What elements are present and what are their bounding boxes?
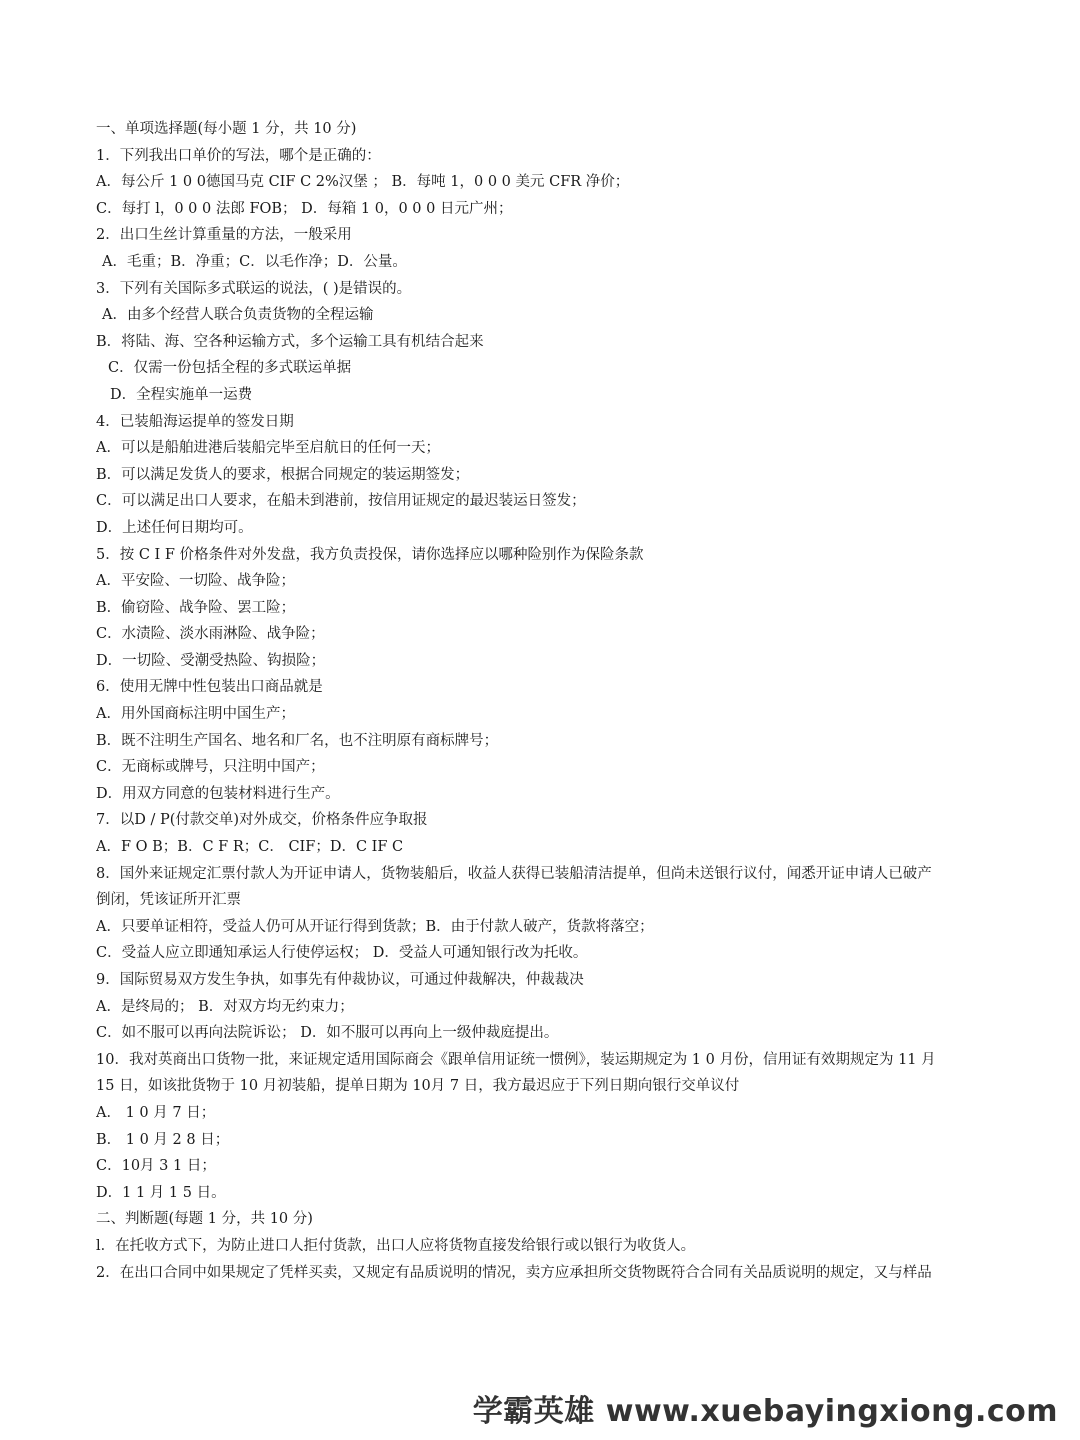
question-10: 10．我对英商出口货物一批，来证规定适用国际商会《跟单信用证统一惯例》，装运期规定为 1 0 月份，信用证有效期规定为 11 月	[96, 1051, 936, 1068]
tf-question-1: l．在托收方式下，为防止进口人拒付货款，出口人应将货物直接发给银行或以银行为收货人。	[96, 1237, 696, 1254]
question-5-option-d: D．一切险、受潮受热险、钩损险；	[96, 652, 326, 669]
question-10-option-a: A． 1 0 月 7 日；	[96, 1104, 216, 1121]
section-heading-single-choice: 一、单项选择题(每小题 1 分，共 10 分)	[96, 121, 357, 137]
question-3-option-c: C．仅需一份包括全程的多式联运单据	[108, 360, 352, 377]
question-1-options-ab: A．每公斤 1 0 0德国马克 CIF C 2%汉堡 ； B．每吨 1，0 0 0 美元 CFR 净价；	[96, 174, 630, 191]
question-2-options: A．毛重；B．净重；C．以毛作净；D．公量。	[102, 253, 407, 270]
question-10-option-c: C．10月 3 1 日；	[96, 1158, 216, 1175]
question-10-option-b: B． 1 0 月 2 8 日；	[96, 1131, 230, 1148]
question-8-continued: 倒闭，凭该证所开汇票	[96, 892, 241, 909]
question-3-option-a: A．由多个经营人联合负责货物的全程运输	[102, 307, 374, 324]
tf-question-2: 2．在出口合同中如果规定了凭样买卖，又规定有品质说明的情况，卖方应承担所交货物既符合合同有关品质说明的规定，又与样品	[96, 1264, 932, 1281]
question-8-options-cd: C．受益人应立即通知承运人行使停运权； D．受益人可通知银行改为托收。	[96, 945, 588, 962]
question-4-option-a: A．可以是船舶进港后装船完毕至启航日的任何一天；	[96, 440, 440, 457]
question-9-options-ab: A．是终局的； B．对双方均无约束力；	[96, 998, 354, 1015]
question-5: 5．按 C I F 价格条件对外发盘，我方负责投保，请你选择应以哪种险别作为保险条款	[96, 546, 644, 563]
question-5-option-c: C．水渍险、淡水雨淋险、战争险；	[96, 626, 325, 643]
question-6-option-a: A．用外国商标注明中国生产；	[96, 706, 295, 723]
section-heading-true-false: 二、判断题(每题 1 分，共 10 分)	[96, 1211, 313, 1228]
question-2: 2．出口生丝计算重量的方法，一般采用	[96, 227, 352, 244]
site-watermark: 学霸英雄 www.xuebayingxiong.com	[472, 1394, 1058, 1429]
question-6-option-c: C．无商标或牌号，只注明中国产；	[96, 759, 325, 776]
question-4-option-b: B．可以满足发货人的要求，根据合同规定的装运期签发；	[96, 466, 470, 483]
question-3-option-b: B．将陆、海、空各种运输方式，多个运输工具有机结合起来	[96, 333, 484, 350]
question-7-options: A．F O B；B．C F R；C． CIF；D．C IF C	[96, 839, 404, 856]
question-5-option-a: A．平安险、一切险、战争险；	[96, 573, 295, 590]
question-3: 3．下列有关国际多式联运的说法，( )是错误的。	[96, 280, 412, 297]
question-5-option-b: B．偷窃险、战争险、罢工险；	[96, 599, 296, 616]
question-9: 9．国际贸易双方发生争执，如事先有仲裁协议，可通过仲裁解决，仲裁裁决	[96, 972, 584, 988]
question-8-options-ab: A．只要单证相符，受益人仍可从开证行得到货款；B．由于付款人破产，货款将落空；	[96, 918, 654, 935]
question-1: 1．下列我出口单价的写法，哪个是正确的：	[96, 147, 381, 164]
question-7: 7．以D / P(付款交单)对外成交，价格条件应争取报	[96, 812, 428, 829]
question-4-option-d: D．上述任何日期均可。	[96, 519, 253, 536]
question-4-option-c: C．可以满足出口人要求，在船未到港前，按信用证规定的最迟装运日签发；	[96, 493, 586, 510]
question-1-options-cd: C．每打 l，0 0 0 法郎 FOB； D．每箱 1 0，0 0 0 日元广州；	[96, 200, 513, 217]
question-6-option-d: D．用双方同意的包装材料进行生产。	[96, 785, 340, 802]
question-10-continued: 15 日，如该批货物于 10 月初装船，提单日期为 10月 7 日，我方最迟应于下列日期向银行交单议付	[96, 1078, 740, 1095]
question-4: 4．已装船海运提单的签发日期	[96, 413, 294, 430]
question-6-option-b: B．既不注明生产国名、地名和厂名，也不注明原有商标牌号；	[96, 732, 499, 749]
question-3-option-d: D．全程实施单一运费	[110, 386, 253, 403]
question-8: 8．国外来证规定汇票付款人为开证申请人，货物装船后，收益人获得已装船清洁提单，但尚未送银行议付，闻悉开证申请人已破产	[96, 865, 932, 882]
question-9-options-cd: C．如不服可以再向法院诉讼； D．如不服可以再向上一级仲裁庭提出。	[96, 1025, 559, 1042]
question-6: 6．使用无牌中性包装出口商品就是	[96, 679, 323, 696]
exam-page	[96, 116, 996, 1286]
question-10-option-d: D．1 1 月 1 5 日。	[96, 1184, 226, 1201]
